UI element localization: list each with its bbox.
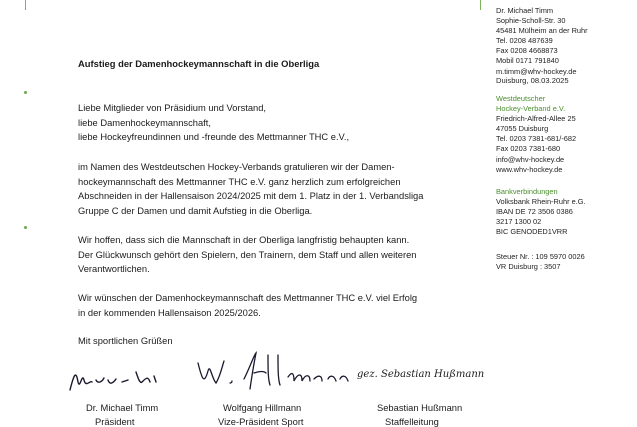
paragraph-line: Wir hoffen, dass sich die Mannschaft in der Oberliga langfristig behaupten kann. [78,235,410,245]
sender-phone: Tel. 0208 487639 [496,36,553,46]
closing: Mit sportlichen Grüßen [78,336,173,346]
org-email[interactable]: info@whv-hockey.de [496,154,565,164]
org-phone: Tel. 0203 7381-681/-682 [496,134,577,144]
fold-mark-dot [24,91,27,94]
margin-mark-top [25,0,26,10]
org-city: 47055 Duisburg [496,124,549,134]
sender-mobile: Mobil 0171 791840 [496,56,559,66]
sender-name: Dr. Michael Timm [496,6,554,15]
org-block [496,94,576,175]
signatory-name: Dr. Michael Timm [86,403,159,413]
signatory-role: Vize-Präsident Sport [218,417,304,427]
tax-number: Steuer Nr. : 109 5970 0026 [496,252,585,261]
signatory-name: Sebastian Hußmann [377,403,463,413]
sender-email[interactable]: m.timm@whv-hockey.de [496,66,577,76]
paragraph-line: hockeymannschaft des Mettmanner THC e.V. ganz herzlich zum erfolgreichen [78,176,401,187]
bank-block [496,187,586,237]
paragraph-line: Abschneiden in der Hallensaison 2024/2025 mit dem 1. Platz in der 1. Verbandsliga [78,191,424,202]
sender-city: 45481 Mülheim an der Ruhr [496,26,588,36]
org-street: Friedrich-Alfred-Allee 25 [496,114,576,124]
signatory-role: Präsident [95,417,135,427]
signatory-role: Staffelleitung [385,417,439,427]
fold-mark-dot [24,226,27,229]
salutation-line: liebe Hockeyfreundinnen und -freunde des Mettmanner THC e.V., [78,132,350,143]
bank-iban: IBAN DE 72 3506 0386 [496,207,573,217]
paragraph-line: Der Glückwunsch gehört den Spielern, den Trainern, dem Staff und allen weiteren [78,249,417,260]
bank-heading: Bankverbindungen [496,187,558,196]
org-heading-line: Westdeutscher [496,94,546,103]
bank-name: Volksbank Rhein-Ruhr e.G. [496,197,586,207]
salutation-line: Liebe Mitglieder von Präsidium und Vorstand, [78,103,267,113]
org-website[interactable]: www.whv-hockey.de [496,164,563,174]
letter-date: Duisburg, 08.03.2025 [496,76,569,85]
sender-fax: Fax 0208 4668873 [496,46,558,56]
paragraph-congratulation [78,160,423,218]
paragraph-hope [78,233,416,277]
sender-street: Sophie-Scholl-Str. 30 [496,16,566,26]
paragraph-line: Verantwortlichen. [78,264,150,275]
signed-by-name: Sebastian Hußmann [380,369,485,380]
sender-block [496,6,588,77]
signed-by-prefix: gez. [357,369,378,380]
paragraph-line: Wir wünschen der Damenhockeymannschaft des Mettmanner THC e.V. viel Erfolg [78,293,418,303]
paragraph-wishes [78,291,417,320]
tax-block [496,252,585,272]
org-fax: Fax 0203 7381-680 [496,144,561,154]
paragraph-line: Gruppe C der Damen und damit Aufstieg in die Oberliga. [78,205,313,216]
paragraph-line: im Namen des Westdeutschen Hockey-Verbands gratulieren wir der Damen- [78,162,395,172]
signed-by [357,369,484,380]
letter-subject: Aufstieg der Damenhockeymannschaft in die Oberliga [78,58,320,69]
signature-timm [66,360,166,396]
salutation-line: liebe Damenhockeymannschaft, [78,117,211,128]
signature-hillmann [194,349,354,395]
org-heading-line: Hockey-Verband e.V. [496,104,566,114]
vr-number: VR Duisburg : 3507 [496,262,561,272]
bank-iban-cont: 3217 1300 02 [496,217,542,227]
paragraph-line: in der kommenden Hallensaison 2025/2026. [78,307,261,318]
salutation [78,101,349,145]
signatory-name: Wolfgang Hillmann [223,403,302,413]
sidebar-mark [480,0,481,10]
bank-bic: BIC GENODED1VRR [496,227,568,237]
